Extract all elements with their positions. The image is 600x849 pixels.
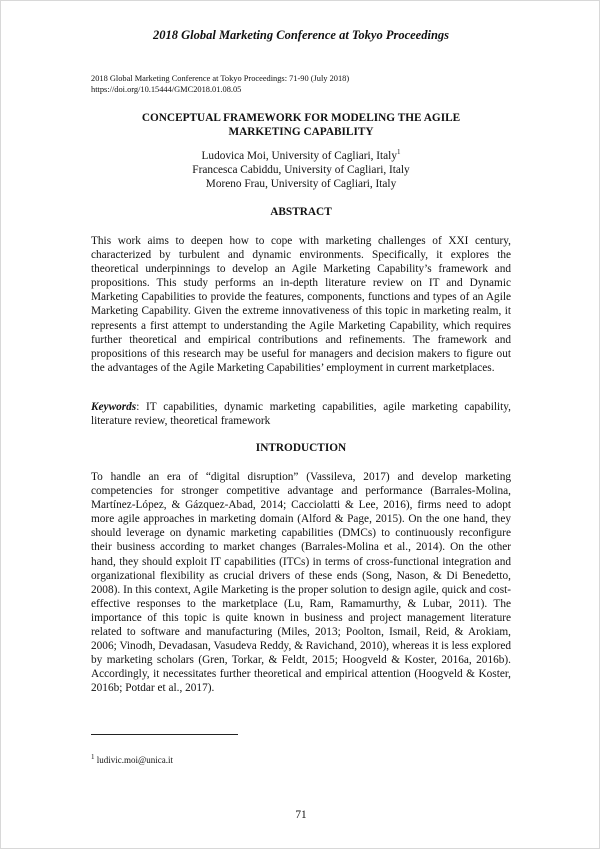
running-header: 2018 Global Marketing Conference at Tokyo Proceedings [152, 28, 450, 42]
keywords-text: : IT capabilities, dynamic marketing capabilities, agile marketing capability, literature review, theoretical framework [91, 401, 511, 428]
abstract-body: This work aims to deepen how to cope with marketing challenges of XXI century, characterized by turbulent and dynamic environments. Specifically, it explores the theoretical underpinnings to develop an Agile Marketing Capability’s framework and propositions. This study performs an in-depth literature review on IT and Dynamic Marketing Capabilities to provide the features, components, functions and types of an Agile Marketing Capability. Given the extreme innovativeness of this topic in marketing realm, it represents a first attempt to understanding the Agile Marketing Capability, which requires further theoretical and empirical contributions and refinements. The framework and propositions of this research may be useful for managers and decision makers to figure out the advantages of the Agile Marketing Capabilities’ employment in current marketplaces. [91, 235, 511, 374]
footnote [91, 755, 173, 765]
footnote-divider [91, 734, 238, 735]
author-line: Moreno Frau, University of Cagliari, Italy [205, 178, 397, 190]
doi-link[interactable]: https://doi.org/10.15444/GMC2018.01.08.05 [91, 85, 242, 94]
footnote-marker: 1 [396, 148, 401, 157]
author-list [1, 149, 600, 191]
footnote-marker: 1 [91, 753, 95, 761]
keywords-label: Keywords [91, 401, 137, 413]
author-line [1, 149, 600, 163]
author-name: Ludovica Moi, University of Cagliari, Italy [201, 150, 397, 162]
introduction-body: To handle an era of “digital disruption” (Vassileva, 2017) and develop marketing competencies for stronger competitive advantage and performance (Barrales-Molina, Martínez-López, & Gázquez-Abad, 2014; Cacciolatti & Lee, 2016), firms need to adopt more agile approaches in marketing domain (Alford & Page, 2015). On the one hand, they should leverage on dynamic marketing capabilities (DMCs) to continuously reconfigure their business according to market changes (Barrales-Molina et al., 2014). On the other hand, they should exploit IT capabilities (ITCs) in terms of cross-functional integration and organizational flexibility as crucial drivers of these ends (Song, Nason, & Di Benedetto, 2008). In this context, Agile Marketing is the proper solution to design agile, quick and cost-effective responses to the marketplace (Lu, Ram, Ramamurthy, & Lubar, 2011). The importance of this topic is quite known in business and project management literature related to software and manufacturing (Miles, 2013; Poolton, Ismail, Reid, & Arokiam, 2006; Vinodh, Devadasan, Vasudeva Reddy, & Ravichand, 2010), whereas it is less explored by marketing scholars (Gren, Torkar, & Feldt, 2015; Hoogveld & Koster, 2016a, 2016b). Accordingly, it necessitates further theoretical and empirical attention (Hoogveld & Koster, 2016b; Potdar et al., 2017). [91, 471, 511, 695]
keywords-paragraph [91, 400, 511, 428]
footnote-email[interactable]: ludivic.moi@unica.it [94, 755, 174, 765]
page-number: 71 [295, 809, 307, 821]
title-line: MARKETING CAPABILITY [228, 126, 374, 138]
citation-block [91, 73, 349, 95]
abstract-heading: ABSTRACT [270, 206, 332, 218]
author-line: Francesca Cabiddu, University of Cagliari, Italy [192, 164, 410, 176]
citation-line: 2018 Global Marketing Conference at Tokyo Proceedings: 71-90 (July 2018) [91, 74, 350, 83]
introduction-heading: INTRODUCTION [255, 442, 347, 454]
paper-title [91, 111, 511, 139]
title-line: CONCEPTUAL FRAMEWORK FOR MODELING THE AGILE [141, 112, 461, 124]
